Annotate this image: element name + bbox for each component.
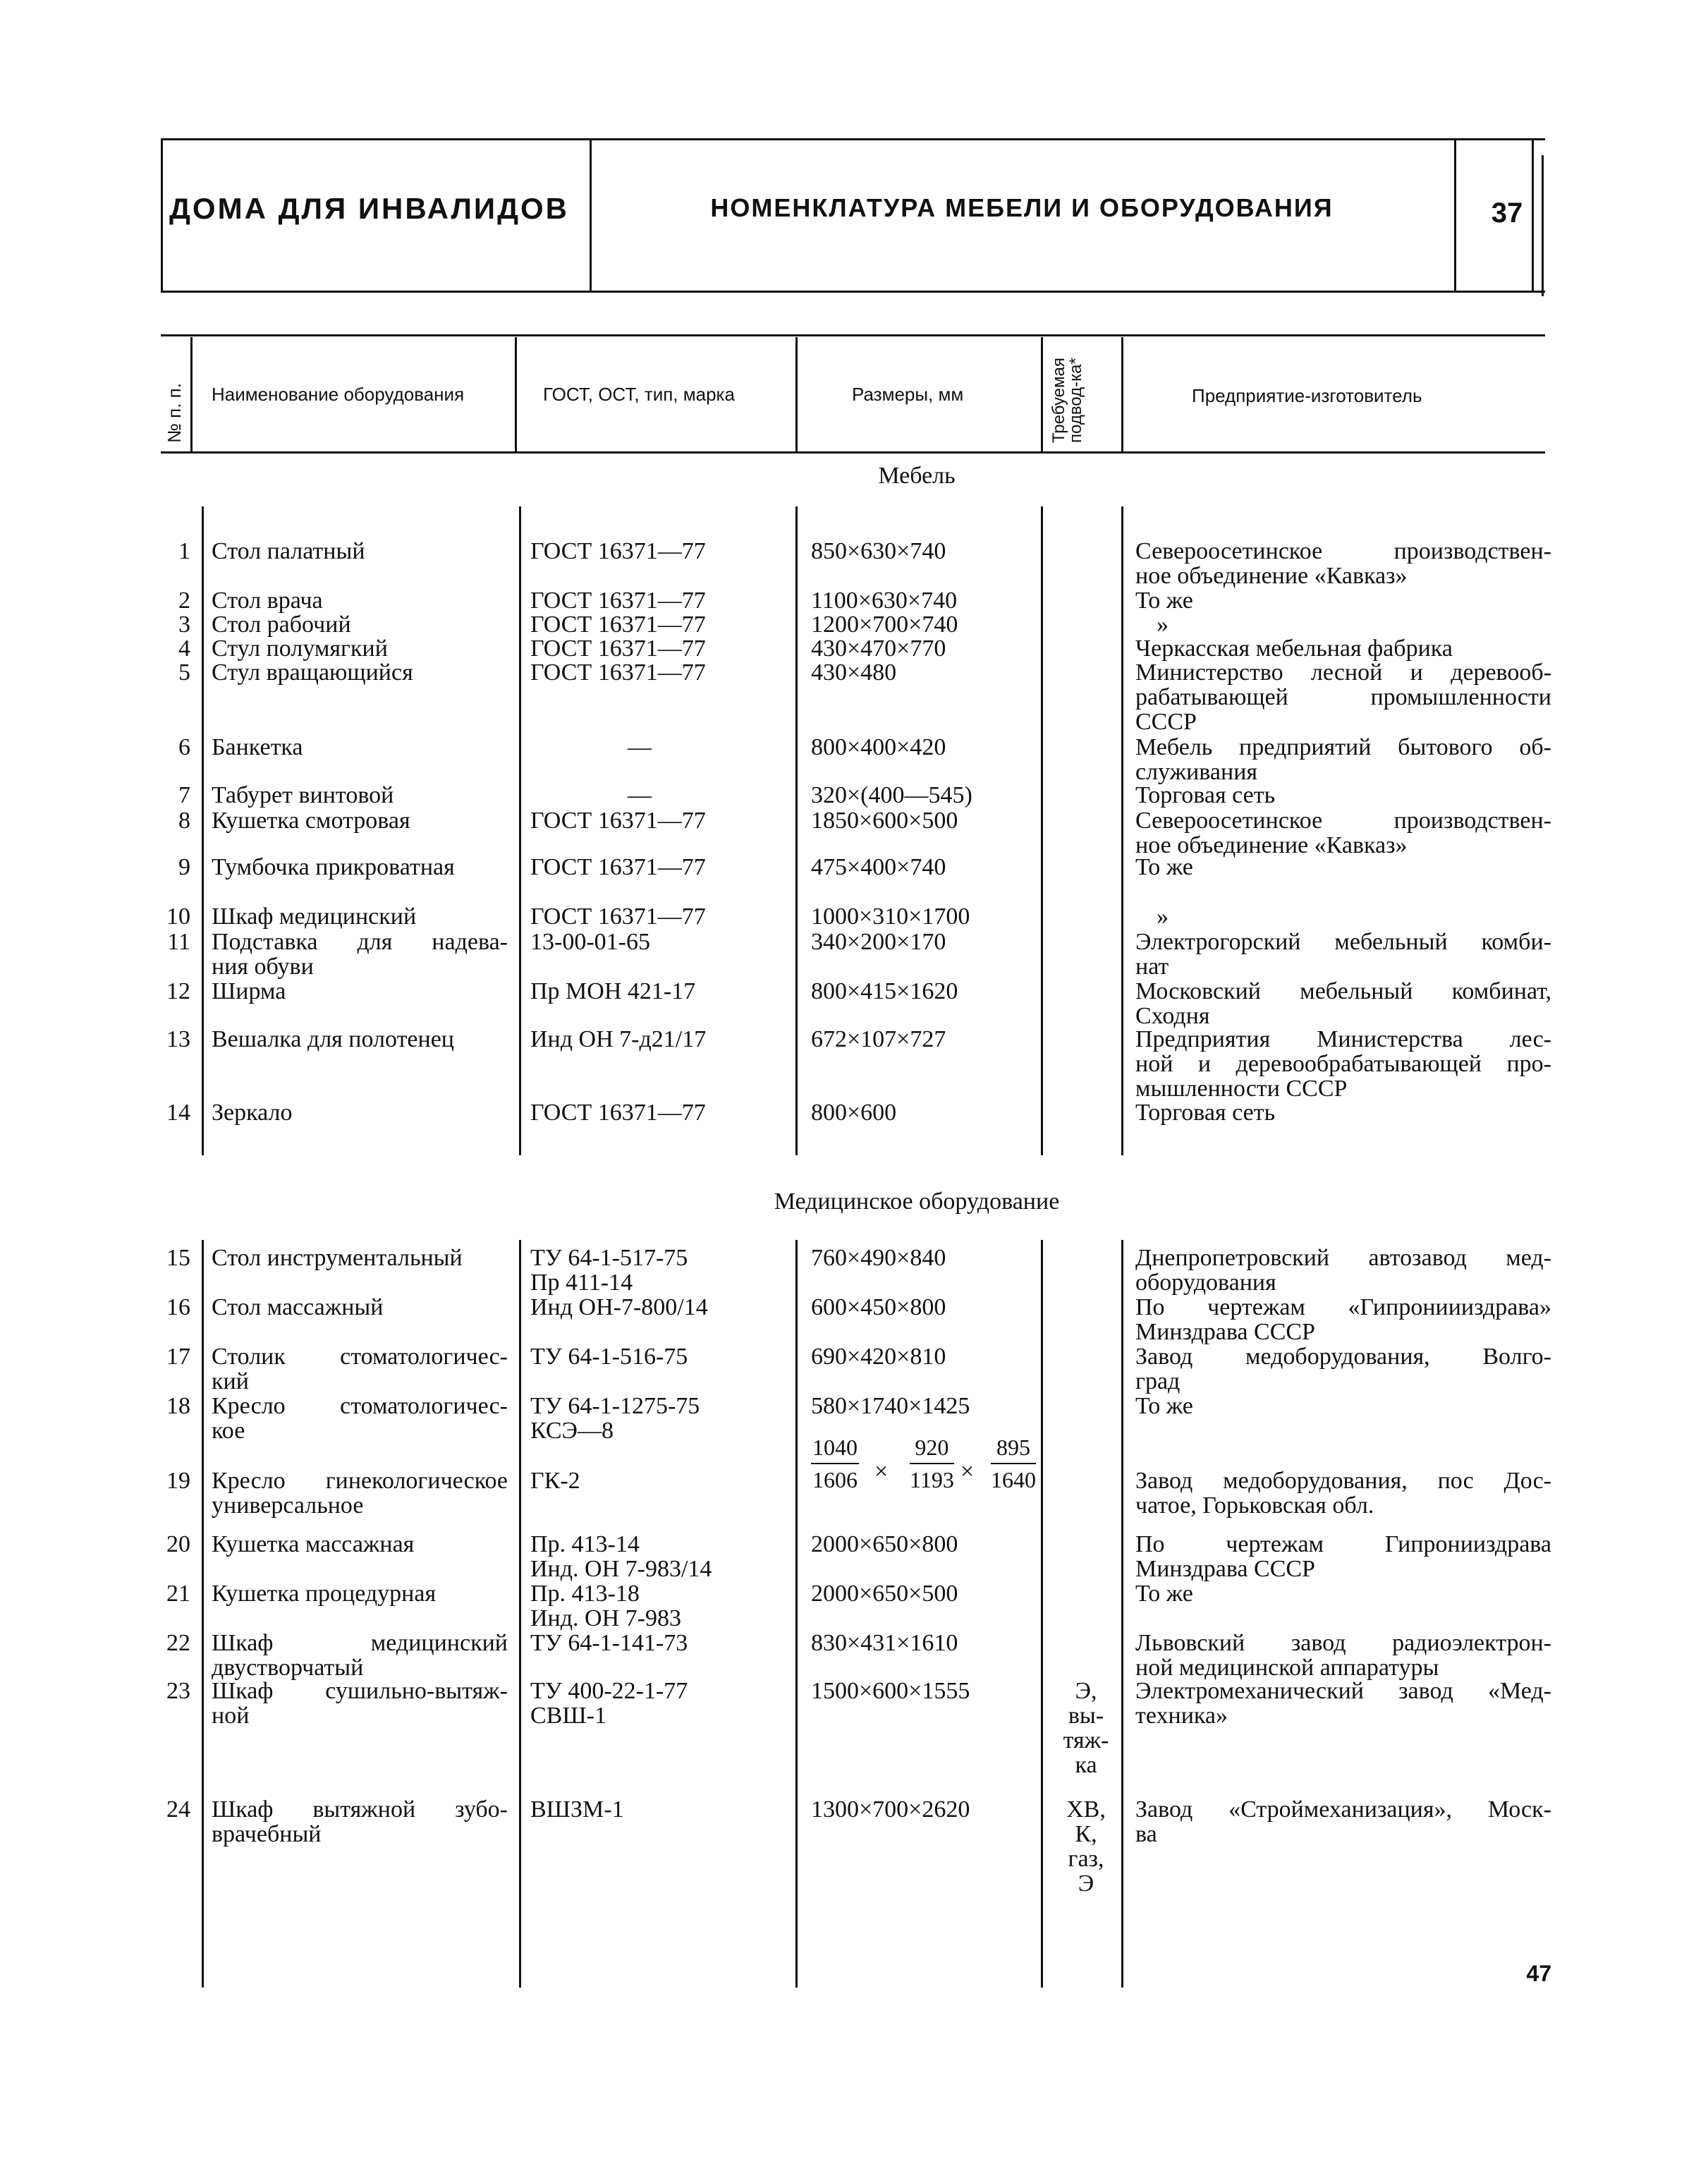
section-title-medical: Медицинское оборудование [774,1188,1060,1215]
manufacturer: Московский мебельный комбинат, [1135,978,1551,1004]
manufacturer: То же [1135,1581,1193,1607]
equipment-name: Шкаф медицинский [212,903,417,930]
manufacturer: Североосетинское производствен- [1135,538,1551,564]
manufacturer: Министерство лесной и деревооб- [1135,659,1551,686]
dimensions: 580×1740×1425 [811,1393,970,1419]
dimensions: 475×400×740 [811,854,946,880]
dimensions: 320×(400—545) [811,782,972,808]
gost-code: ТУ 64-1-141-73 [530,1630,688,1656]
gost-code: Пр МОН 421-17 [530,978,696,1004]
row-number: 6 [178,734,190,760]
manufacturer: ной и деревообрабатывающей про- [1135,1051,1551,1077]
equipment-name: ной [212,1703,250,1729]
gost-code: ГОСТ 16371—77 [530,588,706,614]
equipment-name: Шкаф медицинский [212,1630,508,1656]
equipment-name: Стол рабочий [212,612,351,638]
manufacturer: Завод медоборудования, Волго- [1135,1344,1551,1370]
row-number: 12 [166,978,190,1004]
gost-code: Пр. 413-18 [530,1581,640,1607]
equipment-name: Шкаф вытяжной зубо- [212,1796,508,1823]
row-number: 3 [178,612,190,638]
equipment-name: Кресло гинекологическое [212,1468,508,1494]
equipment-name: Стул полумягкий [212,635,388,662]
equipment-name: кий [212,1368,249,1394]
dimensions: 850×630×740 [811,538,946,564]
dimensions: 1500×600×1555 [811,1678,970,1704]
manufacturer: Сходня [1135,1003,1210,1029]
required-supply: ка [1075,1752,1097,1778]
dimensions: 430×480 [811,659,897,686]
dimension-fraction: $\frac{895}{1640}$ [991,1435,1036,1492]
column-header-num: № п. п. [164,383,185,443]
equipment-name: Банкетка [212,734,303,760]
row-number: 4 [178,635,190,662]
required-supply: К, [1075,1821,1097,1847]
equipment-name: Стол инструментальный [212,1245,463,1271]
gost-code: КСЭ—8 [530,1418,614,1444]
gost-code: 13-00-01-65 [530,929,650,955]
column-header-name: Наименование оборудования [212,384,465,405]
gost-code: Пр. 413-14 [530,1531,640,1557]
gost-code: ТУ 64-1-1275-75 [530,1393,700,1419]
manufacturer: По чертежам Гипронииздрава [1135,1531,1551,1557]
gost-code: ГОСТ 16371—77 [530,612,706,638]
equipment-name: Кресло стоматологичес- [212,1393,508,1419]
dimensions: 800×600 [811,1100,897,1126]
required-supply: ХВ, [1066,1796,1106,1823]
row-number: 19 [166,1468,190,1494]
manufacturer: ной медицинской аппаратуры [1135,1655,1439,1681]
manufacturer: » [1157,612,1169,638]
manufacturer: оборудования [1135,1270,1276,1296]
required-supply: тяж- [1063,1727,1109,1753]
gost-code: ТУ 64-1-517-75 [530,1245,688,1271]
row-number: 16 [166,1294,190,1320]
dimensions: 800×400×420 [811,734,946,760]
row-number: 10 [166,903,190,930]
row-number: 17 [166,1344,190,1370]
required-supply: Э, [1075,1678,1097,1704]
equipment-name: двустворчатый [212,1655,364,1681]
gost-code: Инд ОН 7-д21/17 [530,1026,707,1052]
equipment-name: Стул вращающийся [212,659,413,686]
row-number: 5 [178,659,190,686]
dimensions: 1850×600×500 [811,808,958,834]
required-supply: газ, [1068,1846,1104,1872]
manufacturer: ва [1135,1821,1157,1847]
header-center-title: НОМЕНКЛАТУРА МЕБЕЛИ И ОБОРУДОВАНИЯ [710,193,1334,222]
gost-code: ТУ 400-22-1-77 [530,1678,688,1704]
manufacturer: Черкасская мебельная фабрика [1135,635,1453,662]
dimensions: 1300×700×2620 [811,1796,970,1823]
gost-code: Инд. ОН 7-983/14 [530,1556,712,1582]
manufacturer: Мебель предприятий бытового об- [1135,734,1551,760]
gost-code: ГОСТ 16371—77 [530,1100,706,1126]
row-number: 11 [167,929,190,955]
section-title-furniture: Мебель [878,463,956,489]
gost-code: ГК-2 [530,1468,580,1494]
gost-code: ВШЗМ-1 [530,1796,624,1823]
dimensions: 830×431×1610 [811,1630,958,1656]
row-number: 7 [178,782,190,808]
manufacturer: Минздрава СССР [1135,1556,1315,1582]
equipment-name: Кушетка процедурная [212,1581,437,1607]
column-header-size: Размеры, мм [852,384,964,405]
manufacturer: ное объединение «Кавказ» [1135,563,1408,589]
gost-code: Инд. ОН 7-983 [530,1605,681,1631]
page-number: 47 [1526,1961,1551,1986]
manufacturer: То же [1135,1393,1193,1419]
manufacturer: ное объединение «Кавказ» [1135,832,1408,858]
equipment-name: Подставка для надева- [212,929,508,955]
gost-code: ГОСТ 16371—77 [530,808,706,834]
dimensions: 760×490×840 [811,1245,946,1271]
multiply-sign: × [874,1459,889,1485]
equipment-name: Табурет винтовой [212,782,394,808]
manufacturer: рабатывающей промышленности [1135,684,1551,710]
equipment-name: Кушетка массажная [212,1531,415,1557]
row-number: 1 [178,538,190,564]
equipment-name: ния обуви [212,954,314,980]
dimensions: 1100×630×740 [811,588,958,614]
equipment-name: врачебный [212,1821,322,1847]
dimensions: 340×200×170 [811,929,946,955]
manufacturer: служивания [1135,759,1258,785]
row-number: 13 [166,1026,190,1052]
column-header-maker: Предприятие-изготовитель [1192,385,1422,406]
equipment-name: Кушетка смотровая [212,808,410,834]
equipment-name: Стол врача [212,588,323,614]
gost-code: Пр 411-14 [530,1270,633,1296]
dimensions: 672×107×727 [811,1026,946,1052]
row-number: 2 [178,588,190,614]
dimensions: 600×450×800 [811,1294,946,1320]
manufacturer: Львовский завод радиоэлектрон- [1135,1630,1551,1656]
equipment-name: Столик стоматологичес- [212,1344,508,1370]
manufacturer: Минздрава СССР [1135,1319,1315,1345]
equipment-name: кое [212,1418,245,1444]
equipment-name: Ширма [212,978,286,1004]
dimensions: 1000×310×1700 [811,903,970,930]
row-number: 8 [178,808,190,834]
gost-code: Инд ОН-7-800/14 [530,1294,708,1320]
gost-code: ГОСТ 16371—77 [530,635,706,662]
row-number: 20 [166,1531,190,1557]
manufacturer: По чертежам «Гипрониииздрава» [1135,1294,1551,1320]
gost-code: — [628,782,652,808]
manufacturer: Североосетинское производствен- [1135,808,1551,834]
row-number: 24 [166,1796,190,1823]
dimensions: 690×420×810 [811,1344,946,1370]
row-number: 23 [166,1678,190,1704]
equipment-name: Зеркало [212,1100,293,1126]
manufacturer: Завод «Строймеханизация», Моск- [1135,1796,1551,1823]
row-number: 15 [166,1245,190,1271]
required-supply: Э [1078,1870,1094,1897]
dimensions: 800×415×1620 [811,978,958,1004]
header-section-number: 37 [1491,197,1523,229]
dimensions: 1200×700×740 [811,612,958,638]
manufacturer: То же [1135,854,1193,880]
column-header-supply: Требуемая подвод-ка* [1049,358,1085,443]
gost-code: ГОСТ 16371—77 [530,538,706,564]
gost-code: ТУ 64-1-516-75 [530,1344,688,1370]
row-number: 21 [166,1581,190,1607]
row-number: 18 [166,1393,190,1419]
gost-code: СВШ-1 [530,1703,606,1729]
required-supply: вы- [1068,1703,1104,1729]
manufacturer: » [1157,903,1169,930]
manufacturer: Днепропетровский автозавод мед- [1135,1245,1551,1271]
equipment-name: Тумбочка прикроватная [212,854,455,880]
manufacturer: нат [1135,954,1169,980]
equipment-name: Стол палатный [212,538,365,564]
manufacturer: Торговая сеть [1135,782,1276,808]
manufacturer: техника» [1135,1703,1228,1729]
manufacturer: мышленности СССР [1135,1076,1348,1102]
dimensions: 430×470×770 [811,635,946,662]
manufacturer: Электромеханический завод «Мед- [1135,1678,1551,1704]
row-number: 22 [166,1630,190,1656]
manufacturer: То же [1135,588,1193,614]
header-left-title: ДОМА ДЛЯ ИНВАЛИДОВ [169,192,570,225]
column-header-gost: ГОСТ, ОСТ, тип, марка [543,384,735,405]
gost-code: ГОСТ 16371—77 [530,903,706,930]
dimension-fraction: $\frac{920}{1193}$ [910,1435,954,1492]
dimensions: 2000×650×500 [811,1581,958,1607]
manufacturer: Предприятия Министерства лес- [1135,1026,1551,1052]
row-number: 14 [166,1100,190,1126]
manufacturer: СССР [1135,709,1197,735]
equipment-name: Шкаф сушильно-вытяж- [212,1678,508,1704]
gost-code: ГОСТ 16371—77 [530,659,706,686]
multiply-sign: × [960,1459,975,1485]
manufacturer: Электрогорский мебельный комби- [1135,929,1551,955]
manufacturer: град [1135,1368,1181,1394]
dimensions: 2000×650×800 [811,1531,958,1557]
row-number: 9 [178,854,190,880]
equipment-name: Вешалка для полотенец [212,1026,455,1052]
gost-code: — [628,734,652,760]
equipment-name: универсальное [212,1492,364,1519]
gost-code: ГОСТ 16371—77 [530,854,706,880]
dimension-fraction: $\frac{1040}{1606}$ [812,1435,858,1492]
manufacturer: чатое, Горьковская обл. [1135,1492,1374,1519]
manufacturer: Завод медоборудования, пос Дос- [1135,1468,1551,1494]
equipment-name: Стол массажный [212,1294,384,1320]
manufacturer: Торговая сеть [1135,1100,1276,1126]
